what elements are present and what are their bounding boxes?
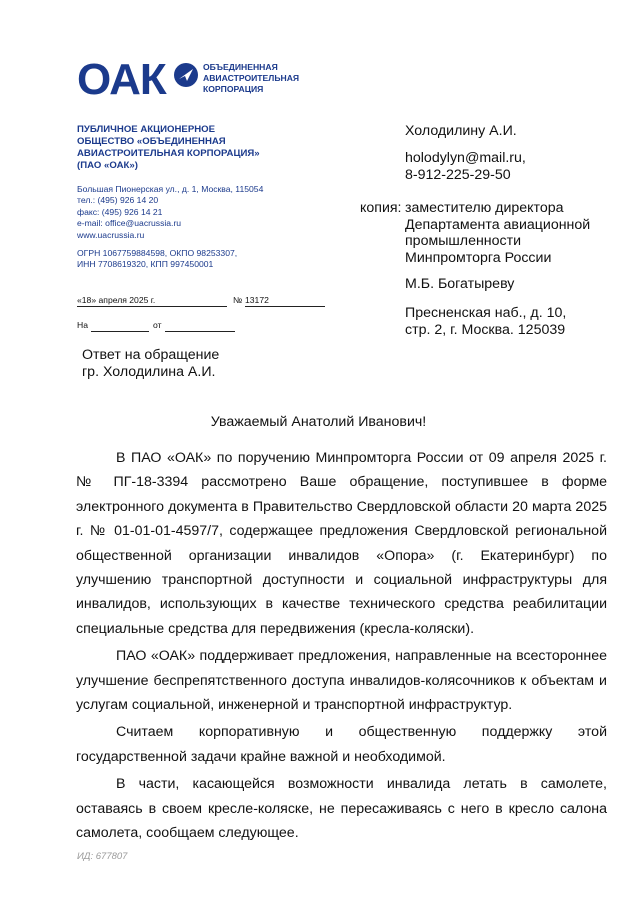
address-line: стр. 2, г. Москва. 125039: [405, 321, 566, 338]
reference-line: [77, 320, 237, 334]
copy-line: Минпромторга России: [405, 249, 552, 266]
reference-na-label: На: [77, 320, 88, 330]
sender-registration: [77, 248, 237, 271]
letter-subject: [82, 347, 219, 381]
sender-name-line: ОБЩЕСТВО «ОБЪЕДИНЕННАЯ: [77, 136, 226, 147]
sender-name-line: АВИАСТРОИТЕЛЬНАЯ КОРПОРАЦИЯ»: [77, 148, 260, 159]
sender-name-line: ПУБЛИЧНОЕ АКЦИОНЕРНОЕ: [77, 124, 216, 135]
sender-address: Большая Пионерская ул., д. 1, Москва, 115054: [77, 184, 264, 194]
company-logo: [77, 55, 317, 104]
sender-website[interactable]: www.uacrussia.ru: [77, 229, 145, 240]
sender-name: [77, 124, 260, 172]
sender-phone: тел.: (495) 926 14 20: [77, 195, 159, 206]
recipient-contacts: [405, 150, 526, 183]
logo-emblem-icon: [173, 62, 199, 88]
salutation: Уважаемый Анатолий Иванович!: [210, 414, 427, 430]
sender-reg-line: ОГРН 1067759884598, ОКПО 98253307,: [77, 248, 238, 258]
logo-line: КОРПОРАЦИЯ: [203, 84, 264, 94]
outgoing-date-number: [77, 295, 325, 309]
copy-recipient-title: [405, 200, 590, 266]
body-paragraph: ПАО «ОАК» поддерживает предложения, направленные на всестороннее улучшение беспрепятственного доступа инвалидов-колясочников к объектам и услугам социальной, инженерной и транспортной инфраструктур.: [76, 648, 607, 714]
body-paragraph: В ПАО «ОАК» по поручению Минпромторга России от 09 апреля 2025 г. № ПГ-18-3394 рассмотрено Ваше обращение, поступившее в форме электронного документа в Правительство Свердловской области 20 марта 2025 г. № 01-01-01-4597/7, содержащее предложения Свердловской региональной общественной организации инвалидов «Опора» (г. Екатеринбург) по улучшению транспортной доступности и социальной инфраструктуры для инвалидов, использующих в качестве технического средства реабилитации специальные средства для передвижения (кресла-коляски).: [76, 450, 607, 637]
sender-contacts: [77, 184, 263, 241]
logo-brand: ОАК: [77, 55, 166, 104]
outgoing-date: «18» апреля 2025 г.: [77, 295, 227, 307]
logo-line: ОБЪЕДИНЕННАЯ: [203, 62, 278, 72]
subject-line: Ответ на обращение: [82, 347, 220, 363]
body-paragraph: В части, касающейся возможности инвалида летать в самолете, оставаясь в своем кресле-коляске, не пересаживаясь с него в кресло салона самолета, сообщаем следующее.: [76, 776, 607, 842]
recipient-name: Холодилину А.И.: [405, 123, 517, 139]
recipient-email: holodylyn@mail.ru,: [405, 150, 526, 166]
copy-line: Департамента авиационной: [405, 216, 591, 233]
copy-recipient-address: [405, 305, 566, 338]
sender-email[interactable]: e-mail: office@uacrussia.ru: [77, 218, 182, 229]
copy-line: заместителю директора: [405, 200, 564, 216]
reference-number-field: [91, 320, 149, 332]
logo-line: АВИАСТРОИТЕЛЬНАЯ: [203, 73, 300, 83]
sender-reg-line: ИНН 7708619320, КПП 997450001: [77, 259, 214, 270]
recipient-phone: 8-912-225-29-50: [405, 166, 511, 183]
logo-text: [203, 62, 299, 95]
document-id: ИД: 677807: [77, 851, 128, 862]
copy-line: промышленности: [405, 233, 522, 249]
reference-date-field: [165, 320, 235, 332]
letter-body: [76, 446, 607, 846]
outgoing-number: 13172: [245, 295, 325, 307]
sender-fax: факс: (495) 926 14 21: [77, 206, 163, 217]
reference-ot-label: от: [153, 320, 162, 330]
subject-line: гр. Холодилина А.И.: [82, 364, 216, 380]
number-label: №: [233, 295, 243, 305]
address-line: Пресненская наб., д. 10,: [405, 305, 567, 321]
copy-label: копия:: [360, 200, 402, 216]
copy-recipient-name: М.Б. Богатыреву: [405, 276, 515, 292]
sender-name-line: (ПАО «ОАК»): [77, 160, 138, 171]
body-paragraph: Считаем корпоративную и общественную поддержку этой государственной задачи крайне важной и необходимой.: [76, 724, 607, 765]
